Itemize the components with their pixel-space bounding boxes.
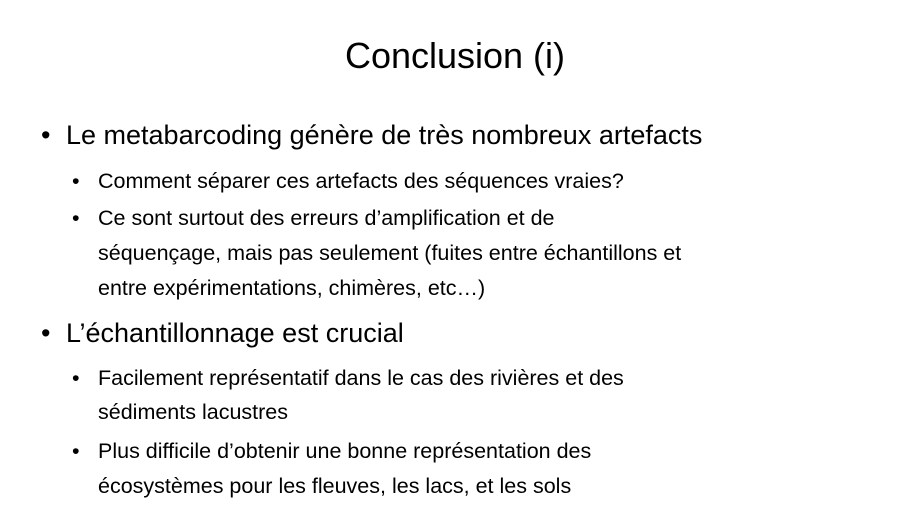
bullet-point-text: Le metabarcoding génère de très nombreux artefacts <box>66 120 703 150</box>
sub-bullet-1-2-line-2 <box>98 236 681 270</box>
sub-bullet-text: entre expérimentations, chimères, etc…) <box>98 276 486 300</box>
sub-bullet-2-1 <box>72 361 624 395</box>
sub-bullet-text: séquençage, mais pas seulement (fuites entre échantillons et <box>98 241 682 265</box>
sub-bullet-icon: • <box>72 366 80 390</box>
bullet-point-text: L’échantillonnage est crucial <box>66 318 404 348</box>
bullet-point-2 <box>41 316 404 350</box>
sub-bullet-icon: • <box>72 169 80 193</box>
sub-bullet-1-2-line-3 <box>98 271 485 305</box>
sub-bullet-1-2 <box>72 201 555 235</box>
sub-bullet-icon: • <box>72 206 80 230</box>
sub-bullet-2-2 <box>72 434 592 468</box>
sub-bullet-2-1-line-2 <box>98 395 288 429</box>
sub-bullet-text: Comment séparer ces artefacts des séquences vraies? <box>98 169 624 193</box>
sub-bullet-text: Plus difficile d’obtenir une bonne représentation des <box>98 439 592 463</box>
sub-bullet-2-2-line-2 <box>98 469 571 503</box>
bullet-icon: • <box>41 120 51 150</box>
sub-bullet-text: Facilement représentatif dans le cas des rivières et des <box>98 366 624 390</box>
slide-title: Conclusion (i) <box>344 35 566 76</box>
sub-bullet-text: écosystèmes pour les fleuves, les lacs, et les sols <box>98 474 572 498</box>
sub-bullet-text: Ce sont surtout des erreurs d’amplification et de <box>98 206 555 230</box>
bullet-icon: • <box>41 318 51 348</box>
sub-bullet-text: sédiments lacustres <box>98 400 288 424</box>
sub-bullet-1-1 <box>72 164 624 198</box>
bullet-point-1 <box>41 118 703 152</box>
sub-bullet-icon: • <box>72 439 80 463</box>
